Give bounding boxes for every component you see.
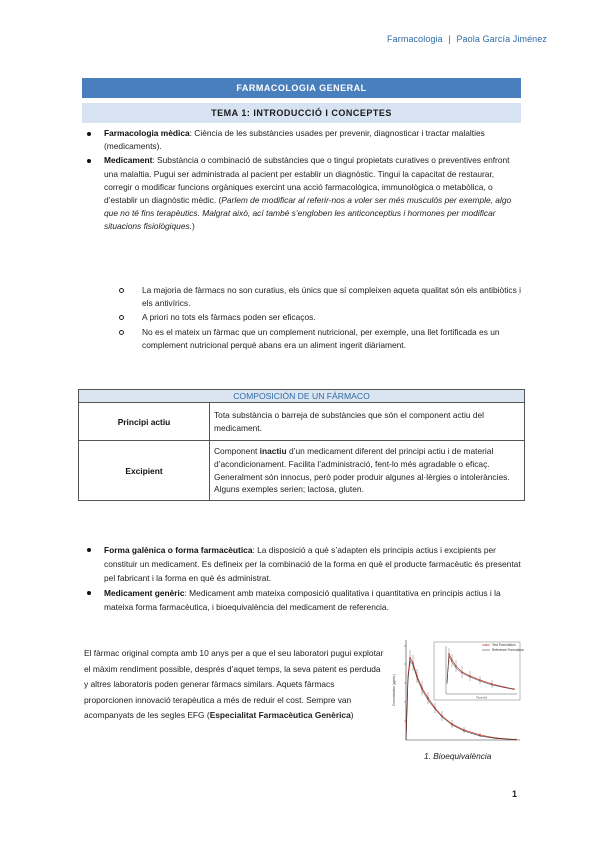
circle-bullet-icon [119,315,124,320]
y-axis-label: Concentration (µg/mL) [392,674,396,706]
figure-caption: 1. Bioequivalència [424,751,492,761]
term: Forma galènica o forma farmacèutica [104,545,253,555]
definition: : Ciència de les substàncies usades per prevenir, diagnosticar i tractar malalties (medicaments). [104,128,485,152]
note-italic: Parlem de modificar al referir-nos a voler ser més musculós per exemple, algo que no té fins terapèutics. Malgrat això, ací també s’engloben les anticonceptius i hormones per modificar situacions fisiològiques. [104,195,512,232]
list-item [84,543,524,586]
bullet-icon [87,591,91,595]
list-item [118,311,524,324]
sub-list [118,284,524,353]
generic-paragraph [84,646,384,724]
x-axis-label: Time (h) [476,695,488,700]
header-author: Paola García Jiménez [456,34,547,44]
list-item [84,586,524,614]
term: Farmacologia mèdica [104,128,190,138]
table-row [79,441,525,501]
document-title: FARMACOLOGIA GENERAL [82,78,521,98]
value-post: d’un medicament diferent del principi actiu i de material d’acondicionament. Facilita l’administració, fent-lo més agradable o eficaç. Generalment són innocus, però poder produir algunes al·lèrgies o intoleràncies. Alguns exemples serien; lactosa, gluten. [214,445,510,495]
definition: : Medicament amb mateixa composició qualitativa i quantitativa en principis actius i la mateixa forma farmacèutica, i bioequivalència del medicament de referencia. [104,587,501,612]
bullet-icon [87,132,91,136]
list-item [118,284,524,310]
circle-bullet-icon [119,330,124,335]
bioequivalence-figure [392,636,524,746]
term: Medicament [104,155,153,166]
value-bold: inactiu [259,445,287,456]
definition: : La disposició a què s’adapten els principis actius i excipients per constituir un medicament. Es defineix per la combinació de la forma en què el producte farmacèutic és presentat pel fabricant i la forma en què és administrat. [104,545,521,584]
value-pre: Component [214,445,260,456]
legend-ref-label: Reference Formulation [492,648,524,653]
legend-test-label: Test Formulation [492,643,516,648]
paragraph-text: El fàrmac original compta amb 10 anys per a que el seu laboratori pugui explotar el màxim rendiment possible, després d’aquet temps, la seva patent es perduda y altres laboratoris poden generar fàrmacs similars. Aquets fàrmacs proporcionen innovació terapèutica a més de reduir el cost. Sempre van acompanyats de les segles EFG ( [84,648,384,720]
table-header: COMPOSICIÓN DE UN FÁRMACO [79,390,525,403]
list-item [84,127,524,153]
sub-item-text: La majoria de fàrmacs no son curatius, els únics que sí compleixen aqueta qualitat són els antibiòtics i els antivírics. [142,285,521,309]
table-row [79,403,525,441]
composition-table [78,389,525,501]
circle-bullet-icon [119,288,124,293]
row-value [210,441,525,501]
term: Medicament genèric [104,587,185,598]
list-item [84,154,524,233]
page-number: 1 [512,789,518,799]
sub-item-text: A priori no tots els fàrmacs poden ser eficaços. [142,312,316,323]
definition: : Substància o combinació de substàncies que o tingui propietats curatives o preventives enfront una malaltia. Pugui ser administrada al pacient per establir un diagnòstic. Tingui la capacitat de restaurar, corregir o modificar funcions orgàniques exercint una acció farmacològica, immunològica o metabòlica, o d’establir un diagnòstic mèdic. ( [104,155,510,206]
definitions-list [84,127,524,234]
definitions-list-2 [84,543,524,614]
paragraph-close: ) [350,710,354,720]
section-title: TEMA 1: INTRODUCCIÓ I CONCEPTES [82,103,521,123]
row-label: Principi actiu [79,403,210,441]
paragraph-bold: Especialitat Farmacèutica Genèrica [209,710,351,720]
row-label: Excipient [79,441,210,501]
note-close: ) [192,221,195,232]
header-separator: | [448,34,451,44]
bullet-icon [87,159,91,163]
sub-item-text: No es el mateix un fàrmac que un complement nutricional, per exemple, una llet fortificada es un complement nutricional perquè abans era un aliment ingerit diàriament. [142,326,500,350]
table-header-row [79,390,525,403]
bullet-icon [87,548,91,552]
running-header [387,34,547,44]
row-value: Tota substància o barreja de substàncies que són el component actiu del medicament. [210,403,525,441]
header-course: Farmacologia [387,34,443,44]
list-item [118,326,524,352]
